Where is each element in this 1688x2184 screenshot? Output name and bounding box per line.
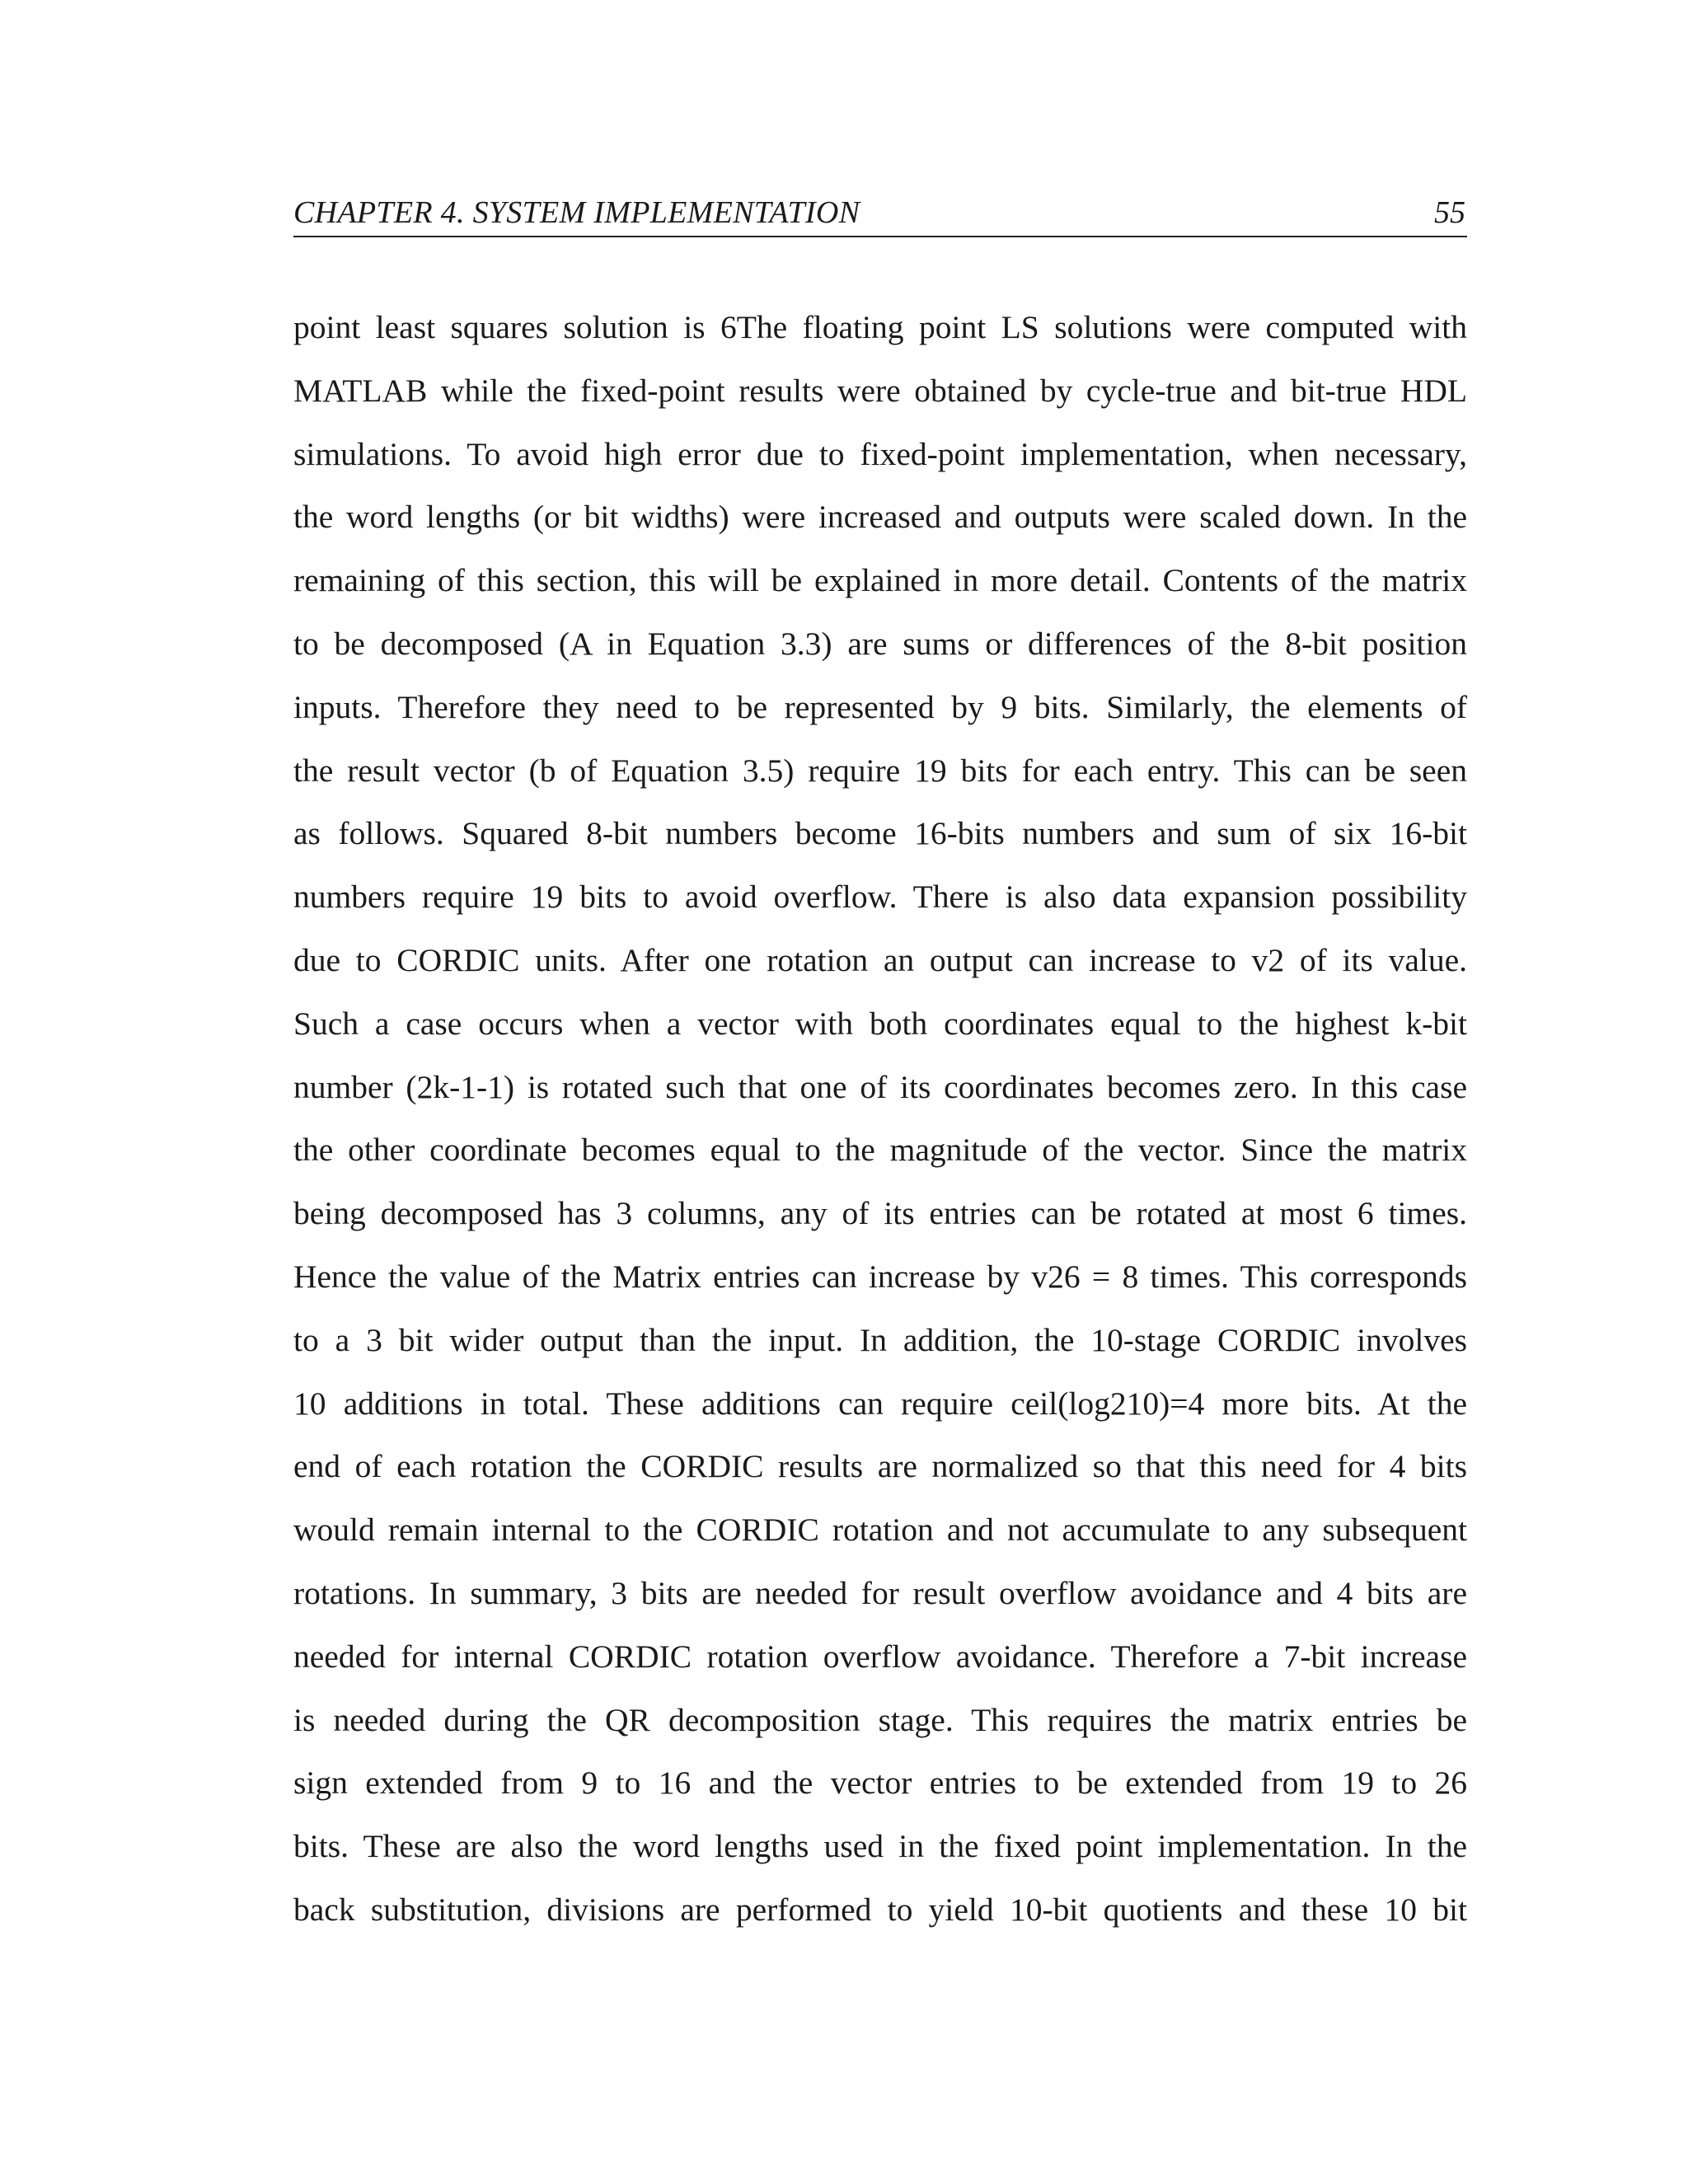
text-line: remaining of this section, this will be explained in more detail. Contents of the matrix <box>293 562 1467 599</box>
text-line: simulations. To avoid high error due to fixed-point implementation, when necessary, <box>293 435 1467 472</box>
text-line: needed for internal CORDIC rotation overflow avoidance. Therefore a 7-bit increase <box>293 1638 1467 1675</box>
text-line: being decomposed has 3 columns, any of its entries can be rotated at most 6 times. <box>293 1195 1467 1232</box>
text-line: inputs. Therefore they need to be represented by 9 bits. Similarly, the elements of <box>293 688 1467 725</box>
text-line: number (2k-1-1) is rotated such that one of its coordinates becomes zero. In this case <box>293 1068 1467 1105</box>
text-line: to a 3 bit wider output than the input. In addition, the 10-stage CORDIC involves <box>293 1321 1467 1358</box>
text-line: point least squares solution is 6The floating point LS solutions were computed with <box>293 309 1467 345</box>
running-header <box>293 190 1467 237</box>
chapter-title: CHAPTER 4. SYSTEM IMPLEMENTATION <box>293 195 860 230</box>
text-line: due to CORDIC units. After one rotation an output can increase to v2 of its value. <box>293 941 1467 978</box>
text-line: end of each rotation the CORDIC results are normalized so that this need for 4 bits <box>293 1448 1467 1485</box>
text-line: numbers require 19 bits to avoid overflow. There is also data expansion possibility <box>293 879 1467 916</box>
text-line: the result vector (b of Equation 3.5) require 19 bits for each entry. This can be seen <box>293 752 1467 789</box>
text-line: is needed during the QR decomposition stage. This requires the matrix entries be <box>293 1701 1467 1738</box>
text-line: the other coordinate becomes equal to the magnitude of the vector. Since the matrix <box>293 1132 1467 1169</box>
text-line: as follows. Squared 8-bit numbers become 16-bits numbers and sum of six 16-bit <box>293 815 1467 852</box>
text-line: bits. These are also the word lengths used in the fixed point implementation. In the <box>293 1828 1467 1865</box>
text-line: rotations. In summary, 3 bits are needed for result overflow avoidance and 4 bits are <box>293 1574 1467 1611</box>
text-line: 10 additions in total. These additions can require ceil(log210)=4 more bits. At the <box>293 1385 1467 1422</box>
text-line: the word lengths (or bit widths) were increased and outputs were scaled down. In the <box>293 499 1467 536</box>
text-line: to be decomposed (A in Equation 3.3) are sums or differences of the 8-bit position <box>293 625 1467 662</box>
text-line: would remain internal to the CORDIC rotation and not accumulate to any subsequent <box>293 1511 1467 1549</box>
text-line: Such a case occurs when a vector with both coordinates equal to the highest k-bit <box>293 1005 1467 1042</box>
body-paragraph <box>293 300 1467 1946</box>
text-line: MATLAB while the fixed-point results were obtained by cycle-true and bit-true HDL <box>293 372 1467 409</box>
page-number: 55 <box>1434 195 1465 230</box>
text-line: sign extended from 9 to 16 and the vector entries to be extended from 19 to 26 <box>293 1765 1467 1802</box>
text-line: back substitution, divisions are performed to yield 10-bit quotients and these 10 bit <box>293 1891 1467 1928</box>
text-line: Hence the value of the Matrix entries can increase by v26 = 8 times. This corresponds <box>293 1258 1467 1295</box>
